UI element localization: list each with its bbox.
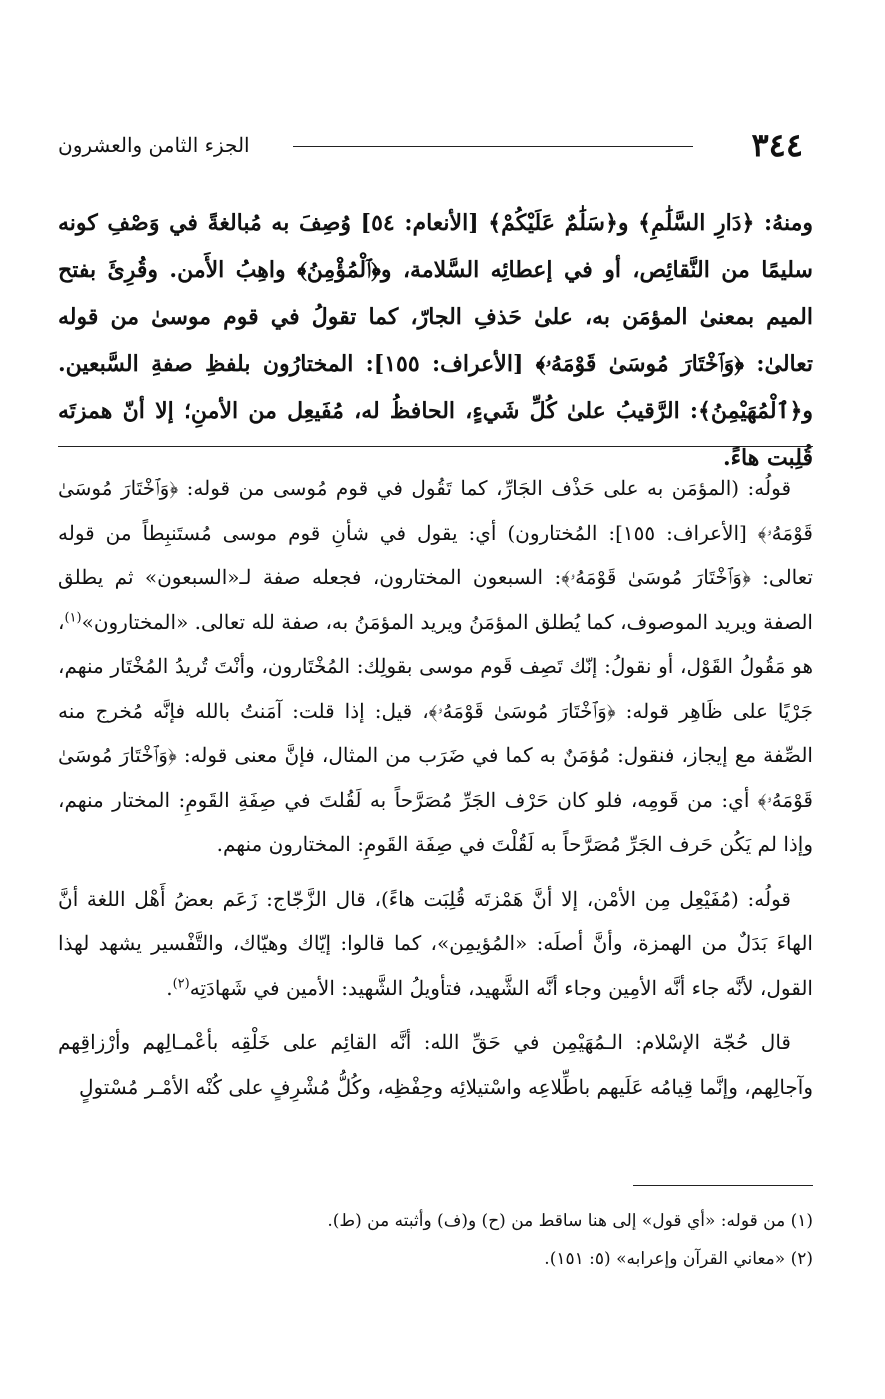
header-rule <box>293 146 693 147</box>
page-header <box>58 124 803 166</box>
footnote-ref-1[interactable]: (١) <box>64 609 82 625</box>
commentary-paragraph-1-part-2: ، هو مَقُولُ القَوْل، أو نقولُ: إنّك تَصِف قَوم موسى بقولِك: المُخْتَارون، وأنْتَ تُريدُ المُخْتَار منهم، جَرْيًا على ظَاهِر قوله: ﴿وَٱخْتَارَ مُوسَىٰ قَوْمَهُۥ﴾، قيل: إذا قلت: آمَنتُ بالله فإنَّه مُخرج منه الصِّفة مع إيجاز، فنقول: مُؤمَنٌ به كما في ضَرَب من المثال، فإنَّ معنى قوله: ﴿وَٱخْتَارَ مُوسَىٰ قَوْمَهُۥ﴾ أي: من قَومِه، فلو كان حَرْف الجَرِّ مُصَرَّحاً به لَقُلتَ في صِفَةِ القَومِ: المختار منهم، وإذا لم يَكُن حَرف الجَرِّ مُصَرَّحاً به لَقُلْتَ في صِفَة القَومِ: المختارون منهم. <box>57 609 813 856</box>
running-title: الجزء الثامن والعشرون <box>58 133 250 157</box>
footnotes <box>58 1202 813 1278</box>
footnote-ref-2[interactable]: (٢) <box>172 975 190 991</box>
commentary-text <box>58 466 813 1119</box>
main-text-divider <box>58 446 813 447</box>
main-text <box>58 200 813 482</box>
commentary-paragraph-3: قال حُجّة الإسْلام: الـمُهَيْمِن في حَقِّ الله: أنَّه القائِم على خَلْقِه بأعْمـالِهم وأرْزاقِهم وآجالِهم، وإنَّما قِيامُه عَلَيهم باطِّلاعِه واسْتيلائِه وحِفْظِه، وكُلُّ مُشْرِفٍ على كُنْه الأمْـر مُسْتولٍ <box>58 1030 813 1099</box>
commentary-paragraph-2-text: قولُه: (مُفَيْعِل مِن الأمْن، إلا أنَّ هَمْزتَه قُلِبَت هاءً)، قال الزَّجّاج: زَعَم بعضُ أَهْل اللغة أنَّ الهاءَ بَدَلٌ من الهمزة، وأنَّ أصلَه: «المُؤيمِن»، كما قالوا: إيّاك وهيّاك، والتَّفْسير يشهد لهذا القول، لأنَّه جاء أنَّه الأمِين وجاء أنَّه الشَّهيد، فتأويلُ الشَّهيد: الأمين في شَهادَتِه <box>58 886 813 1000</box>
footnote-1: (١) من قوله: «أي قول» إلى هنا ساقط من (ح) و(ف) وأثبته من (ط). <box>327 1211 813 1231</box>
commentary-paragraph-2: قولُه: (مُفَيْعِل مِن الأمْن، إلا أنَّ هَمْزتَه قُلِبَت هاءً)، قال الزَّجّاج: زَعَم بعضُ أَهْل اللغة أنَّ الهاءَ بَدَلٌ من الهمزة، وأنَّ أصلَه: «المُؤيمِن»، كما قالوا: إيّاك وهيّاك، والتَّفْسير يشهد لهذا القول، لأنَّه جاء أنَّه الأمِين وجاء أنَّه الشَّهيد، فتأويلُ الشَّهيد: الأمين في شَهادَتِه$^{(٢)}$. <box>58 886 813 1000</box>
commentary-paragraph-1-part-1: قولُه: (المؤمَن به على حَذْف الجَارِّ، كما تَقُول في قوم مُوسى من قوله: ﴿وَٱخْتَارَ مُوسَىٰ قَوْمَهُۥ﴾ [الأعراف: ١٥٥]: المُختارون) أي: يقول في شأنِ قوم موسى مُستَنبِطاً من قوله تعالى: ﴿وَٱخْتَارَ مُوسَىٰ قَوْمَهُۥ﴾: السبعون المختارون، فجعله صفة لـ«السبعون» ثم يطلق الصفة ويريد الموصوف، كما يُطلق المؤمَنُ ويريد المؤمَنُ به، صفة لله تعالى. «المختارون» <box>58 476 813 634</box>
footnote-divider <box>633 1185 813 1186</box>
main-text-paragraph: ومنهُ: ﴿دَارِ السَّلَٰمِ﴾ و﴿سَلَٰمٌ عَلَيْكُمْ﴾ [الأنعام: ٥٤] وُصِفَ به مُبالغةً في وَصْفِ كونه سليمًا من النَّقائِص، أو في إعطائِه السَّلامة، و﴿ٱلْمُؤْمِنُ﴾ واهِبُ الأَمن. وقُرِئَ بفتح الميم بمعنىٰ المؤمَن به، علىٰ حَذفِ الجارّ، كما تقولُ في قوم موسىٰ من قوله تعالىٰ: ﴿وَٱخْتَارَ مُوسَىٰ قَوْمَهُۥ﴾ [الأعراف: ١٥٥]: المختارُون بلفظِ صفةِ السَّبعين. و﴿ٱلْمُهَيْمِنُ﴾: الرَّقيبُ علىٰ كُلِّ شَيءٍ، الحافظُ له، مُفَيعِل من الأمنِ؛ إلا أنّ همزتَه قُلِبت هاءً. <box>58 210 813 471</box>
page-number: ٣٤٤ <box>751 126 803 164</box>
commentary-paragraph-1 <box>58 466 813 867</box>
footnote-2: (٢) «معاني القرآن وإعرابه» (٥: ١٥١). <box>544 1249 813 1269</box>
